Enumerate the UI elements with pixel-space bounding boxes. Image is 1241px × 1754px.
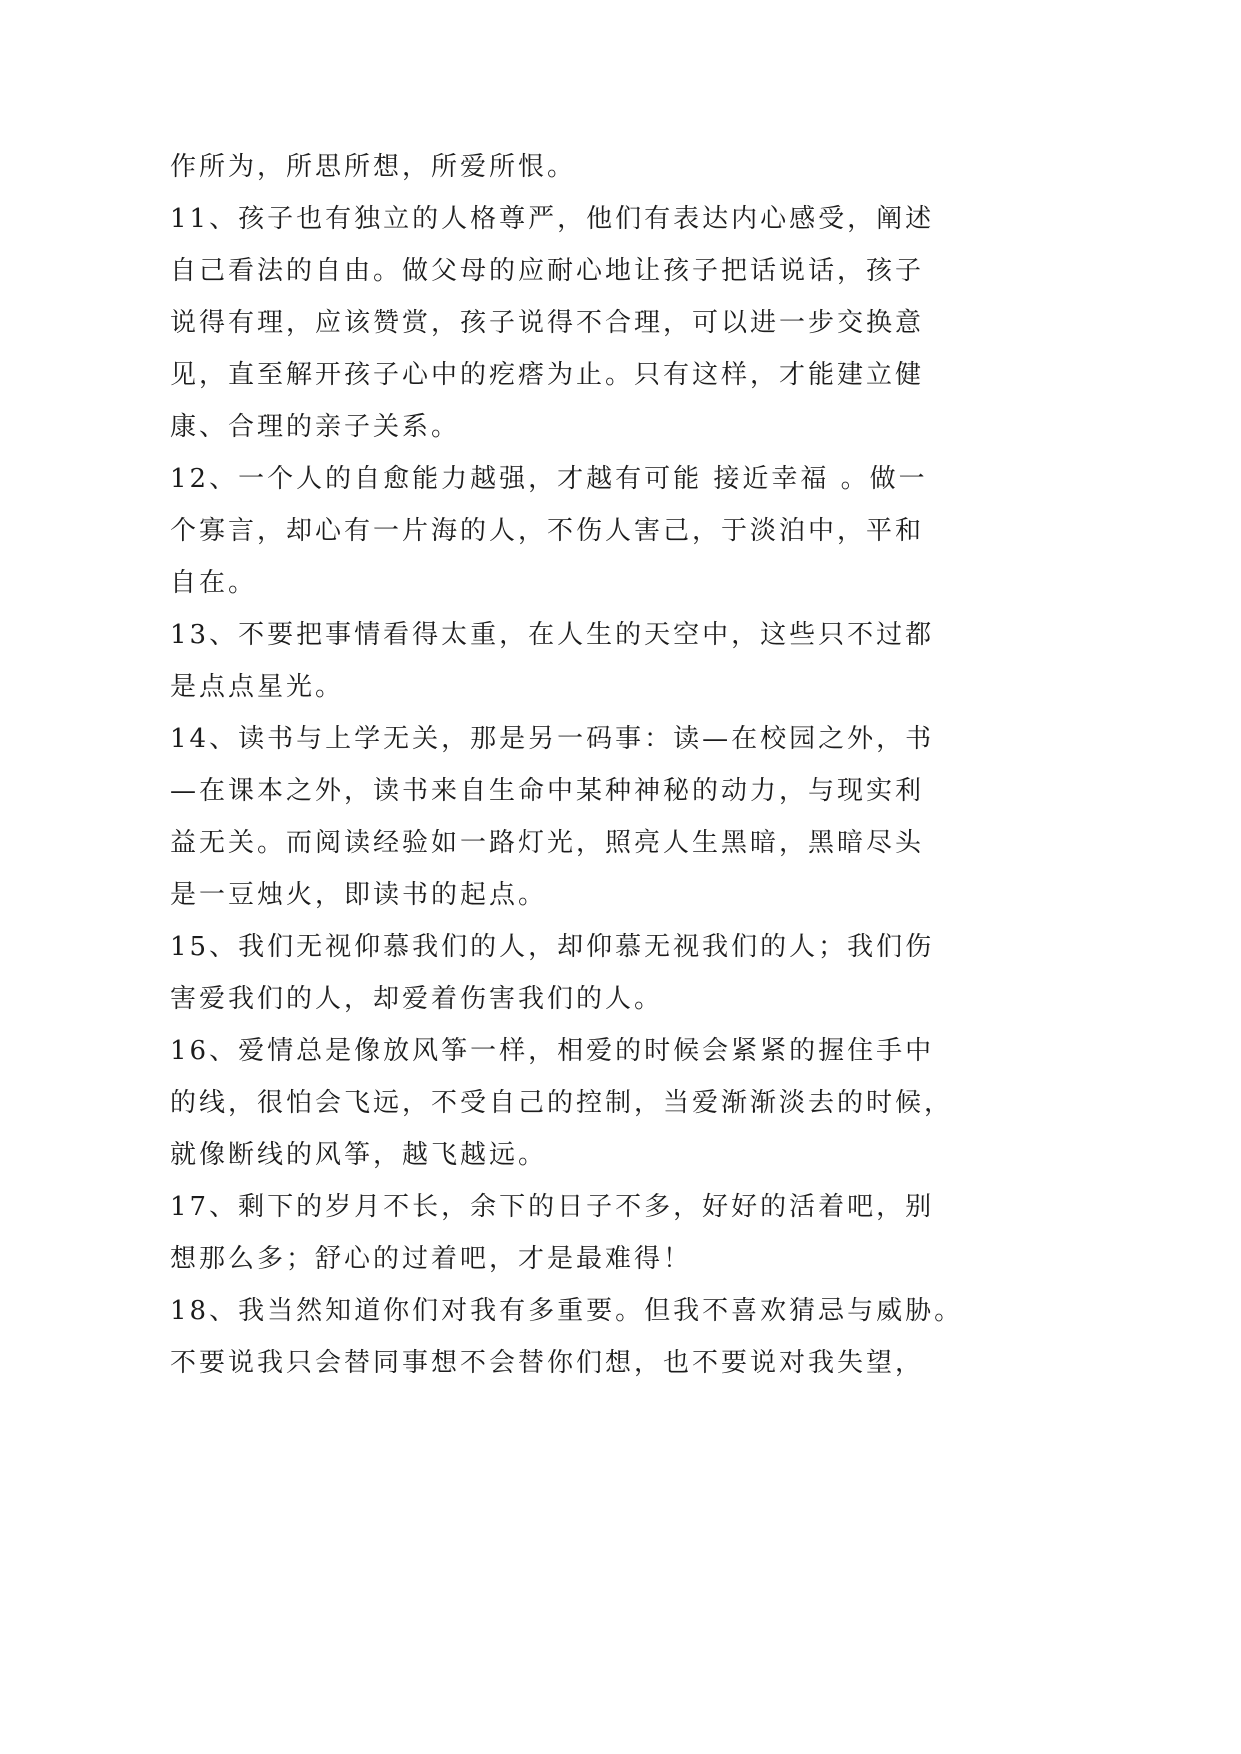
text-line: 14、读书与上学无关，那是另一码事：读—在校园之外，书 (170, 724, 935, 754)
text-line: 的线，很怕会飞远，不受自己的控制，当爱渐渐淡去的时候， (170, 1088, 954, 1118)
text-line: 说得有理，应该赞赏，孩子说得不合理，可以进一步交换意 (170, 308, 925, 338)
text-line: 自在。 (170, 568, 258, 598)
text-line: 16、爱情总是像放风筝一样，相爱的时候会紧紧的握住手中 (170, 1036, 935, 1066)
text-line: 13、不要把事情看得太重，在人生的天空中，这些只不过都 (170, 620, 935, 650)
text-line: 是点点星光。 (170, 672, 345, 702)
text-line: 18、我当然知道你们对我有多重要。但我不喜欢猜忌与威胁。 (170, 1296, 964, 1326)
text-line: —在课本之外，读书来自生命中某种神秘的动力，与现实利 (170, 776, 925, 806)
text-line: 益无关。而阅读经验如一路灯光，照亮人生黑暗，黑暗尽头 (170, 828, 925, 858)
text-line: 见，直至解开孩子心中的疙瘩为止。只有这样，才能建立健 (170, 360, 925, 390)
text-line: 11、孩子也有独立的人格尊严，他们有表达内心感受，阐述 (170, 204, 935, 234)
text-line: 不要说我只会替同事想不会替你们想，也不要说对我失望， (170, 1348, 925, 1378)
text-line: 想那么多；舒心的过着吧，才是最难得！ (170, 1244, 693, 1274)
text-line: 15、我们无视仰慕我们的人，却仰慕无视我们的人；我们伤 (170, 932, 935, 962)
text-line: 自己看法的自由。做父母的应耐心地让孩子把话说话，孩子 (170, 256, 925, 286)
text-line: 就像断线的风筝，越飞越远。 (170, 1140, 548, 1170)
text-line: 个寡言，却心有一片海的人，不伤人害己，于淡泊中，平和 (170, 516, 925, 546)
text-line: 12、一个人的自愈能力越强，才越有可能 接近幸福 。做一 (170, 464, 928, 494)
text-line: 作所为，所思所想，所爱所恨。 (170, 152, 577, 182)
text-line: 康、合理的亲子关系。 (170, 412, 461, 442)
body-text (170, 141, 970, 1389)
text-line: 17、剩下的岁月不长，余下的日子不多，好好的活着吧，别 (170, 1192, 935, 1222)
text-line: 是一豆烛火，即读书的起点。 (170, 880, 548, 910)
text-line: 害爱我们的人，却爱着伤害我们的人。 (170, 984, 664, 1014)
